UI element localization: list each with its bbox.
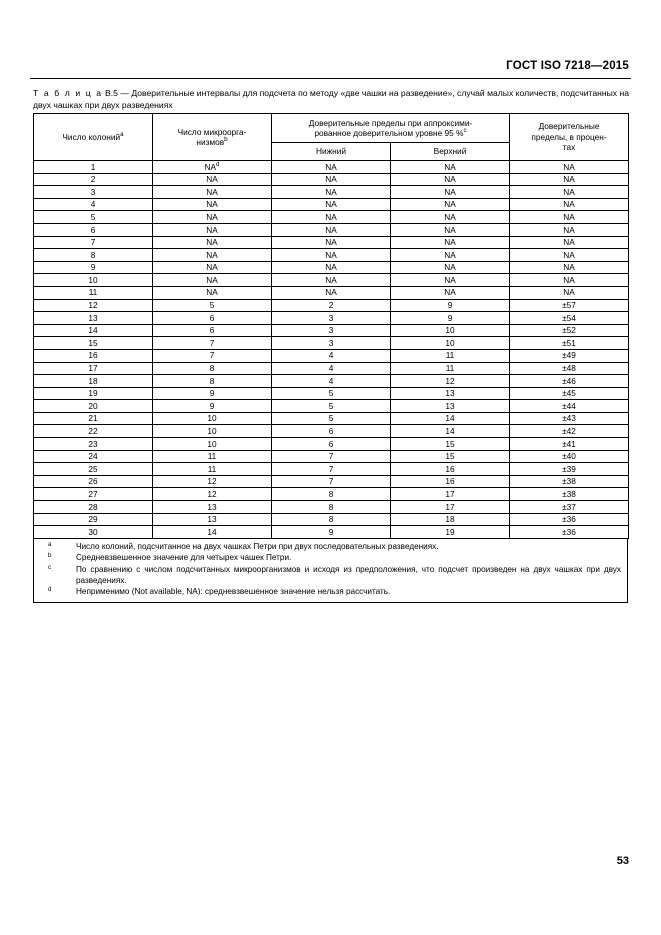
table-caption-text: Доверительные интервалы для подсчета по методу «две чашки на разведение», случай малых количеств, подсчитанных на двух чашках при двух разведениях xyxy=(33,88,630,110)
table-cell: ±51 xyxy=(510,337,629,350)
table-cell: 15 xyxy=(34,337,153,350)
table-cell: 10 xyxy=(153,425,272,438)
footnote-mark: b xyxy=(48,552,52,560)
table-cell: 13 xyxy=(153,501,272,514)
table-cell: 6 xyxy=(272,438,391,451)
table-row xyxy=(34,198,629,211)
table-cell: 11 xyxy=(153,463,272,476)
table-cell: NA xyxy=(272,223,391,236)
table-cell: ±36 xyxy=(510,513,629,526)
table-cell: 4 xyxy=(272,375,391,388)
table-cell: 24 xyxy=(34,450,153,463)
header-cell-upper: Верхний xyxy=(391,143,510,161)
table-cell: NA xyxy=(510,286,629,299)
table-row xyxy=(34,173,629,186)
table-cell: $NA^d$ xyxy=(153,161,272,174)
table-cell: NA xyxy=(391,236,510,249)
footnote xyxy=(40,541,621,552)
footnote-text: Средневзвешенное значение для четырех чашек Петри. xyxy=(76,553,292,563)
table-cell: NA xyxy=(391,161,510,174)
table-cell: 22 xyxy=(34,425,153,438)
table-cell: ±48 xyxy=(510,362,629,375)
table-cell: 6 xyxy=(153,324,272,337)
table-cell: ±41 xyxy=(510,438,629,451)
table-cell: 3 xyxy=(34,186,153,199)
table-cell: 15 xyxy=(391,450,510,463)
table-cell: 10 xyxy=(391,337,510,350)
table-cell: 8 xyxy=(272,513,391,526)
footnote-mark: c xyxy=(48,563,52,571)
header-cell-lower: Нижний xyxy=(272,143,391,161)
table-cell: NA xyxy=(153,223,272,236)
table-cell: ±52 xyxy=(510,324,629,337)
header-sup-b: b xyxy=(224,136,228,144)
table-row xyxy=(34,450,629,463)
table-cell: 12 xyxy=(34,299,153,312)
table-row xyxy=(34,463,629,476)
table-cell: 9 xyxy=(34,261,153,274)
table-cell: 30 xyxy=(34,526,153,539)
table-cell: NA xyxy=(272,274,391,287)
header-cell-percent-limits xyxy=(510,114,629,161)
table-cell: NA xyxy=(272,261,391,274)
table-row xyxy=(34,186,629,199)
footnote-text: По сравнению с числом подсчитанных микроорганизмов и исходя из предположения, что подсчет произведен на двух чашках при двух разведениях. xyxy=(76,564,621,586)
table-row xyxy=(34,425,629,438)
table-cell: ±57 xyxy=(510,299,629,312)
table-row xyxy=(34,337,629,350)
table-cell: 3 xyxy=(272,324,391,337)
table-caption-dash: — xyxy=(117,88,132,98)
table-cell: 20 xyxy=(34,400,153,413)
table-cell: ±54 xyxy=(510,312,629,325)
table-cell: NA xyxy=(510,198,629,211)
table-cell: ±40 xyxy=(510,450,629,463)
table-cell: 4 xyxy=(272,349,391,362)
table-cell: ±45 xyxy=(510,387,629,400)
table-cell: 11 xyxy=(391,349,510,362)
table-row xyxy=(34,412,629,425)
table-cell: 11 xyxy=(34,286,153,299)
table-row xyxy=(34,299,629,312)
table-cell: NA xyxy=(272,236,391,249)
table-row xyxy=(34,501,629,514)
table-caption-number: B.5 xyxy=(105,88,118,98)
table-row xyxy=(34,274,629,287)
table-cell: 10 xyxy=(391,324,510,337)
table-header-row-1 xyxy=(34,114,629,143)
table-cell: 9 xyxy=(153,400,272,413)
table-cell: 5 xyxy=(272,412,391,425)
table-cell: NA xyxy=(391,186,510,199)
table-row xyxy=(34,236,629,249)
table-cell: NA xyxy=(272,198,391,211)
table-row xyxy=(34,488,629,501)
table-cell: 2 xyxy=(272,299,391,312)
table-cell: NA xyxy=(272,286,391,299)
table-cell: NA xyxy=(153,274,272,287)
table-cell: 11 xyxy=(153,450,272,463)
table-cell: NA xyxy=(272,161,391,174)
table-row xyxy=(34,526,629,539)
table-cell: 10 xyxy=(153,438,272,451)
footnote-mark: a xyxy=(48,540,52,548)
table-cell: 29 xyxy=(34,513,153,526)
table-cell: 12 xyxy=(391,375,510,388)
table-cell: 2 xyxy=(34,173,153,186)
table-cell: 7 xyxy=(272,450,391,463)
table-cell: 16 xyxy=(391,463,510,476)
table-cell: 6 xyxy=(272,425,391,438)
table-cell: 8 xyxy=(34,249,153,262)
table-row xyxy=(34,513,629,526)
table-cell: 9 xyxy=(272,526,391,539)
table-cell: 18 xyxy=(391,513,510,526)
table-cell: ±42 xyxy=(510,425,629,438)
table-cell: NA xyxy=(153,186,272,199)
table-cell: 10 xyxy=(153,412,272,425)
table-cell: NA xyxy=(510,186,629,199)
table-cell: 7 xyxy=(153,337,272,350)
table-cell: NA xyxy=(391,198,510,211)
table-header xyxy=(34,114,629,161)
table-cell: ±49 xyxy=(510,349,629,362)
page-header xyxy=(0,60,661,72)
table-cell: NA xyxy=(510,236,629,249)
table-cell: 8 xyxy=(272,501,391,514)
table-cell: ±37 xyxy=(510,501,629,514)
table-cell: 9 xyxy=(391,299,510,312)
header-sup-a: a xyxy=(120,130,124,138)
table-cell: 6 xyxy=(153,312,272,325)
table-row xyxy=(34,349,629,362)
table-cell: 9 xyxy=(391,312,510,325)
table-row xyxy=(34,362,629,375)
table-cell: 16 xyxy=(391,475,510,488)
table-cell: NA xyxy=(510,161,629,174)
table-cell: 5 xyxy=(153,299,272,312)
table-cell: NA xyxy=(391,211,510,224)
table-cell: 5 xyxy=(272,387,391,400)
table-cell: 14 xyxy=(153,526,272,539)
table-row xyxy=(34,286,629,299)
header-cell-confidence-limits-group xyxy=(272,114,510,143)
table-cell: 17 xyxy=(391,488,510,501)
table-cell: 3 xyxy=(272,312,391,325)
table-cell: 10 xyxy=(34,274,153,287)
footnote-text: Неприменимо (Not available, NA): средневзвешенное значение нельзя рассчитать. xyxy=(76,587,391,597)
table-cell: NA xyxy=(153,261,272,274)
footnote-mark: d xyxy=(48,586,52,594)
table-cell: NA xyxy=(510,274,629,287)
header-text-microorganisms-2: низмов xyxy=(196,137,225,147)
table-cell: NA xyxy=(153,249,272,262)
table-caption-label: Т а б л и ц а xyxy=(33,88,103,98)
table-cell: 7 xyxy=(272,475,391,488)
table-cell: 6 xyxy=(34,223,153,236)
table-row xyxy=(34,438,629,451)
table-cell: NA xyxy=(272,249,391,262)
header-text-group-1: Доверительные пределы при аппроксими- xyxy=(308,117,473,128)
table-cell: 15 xyxy=(391,438,510,451)
table-cell: 8 xyxy=(153,375,272,388)
table-cell: 23 xyxy=(34,438,153,451)
page-number: 53 xyxy=(616,855,629,867)
table-cell: NA xyxy=(510,211,629,224)
table-cell: 19 xyxy=(34,387,153,400)
footnote-text: Число колоний, подсчитанное на двух чашках Петри при двух последовательных разведениях. xyxy=(76,541,439,551)
table-cell: 16 xyxy=(34,349,153,362)
table-cell: 21 xyxy=(34,412,153,425)
table-row xyxy=(34,375,629,388)
table-row xyxy=(34,400,629,413)
table-cell: NA xyxy=(391,173,510,186)
table-row xyxy=(34,324,629,337)
table-row xyxy=(34,249,629,262)
standard-title: ГОСТ ISO 7218—2015 xyxy=(506,60,629,72)
header-text-percent-2: пределы, в процен- xyxy=(531,131,607,142)
table-cell: NA xyxy=(391,249,510,262)
table-footnotes xyxy=(33,538,628,603)
header-text-percent-1: Доверительные xyxy=(538,121,600,132)
table-cell: 25 xyxy=(34,463,153,476)
table-cell: 7 xyxy=(34,236,153,249)
table-cell: 14 xyxy=(391,425,510,438)
table-cell: 11 xyxy=(391,362,510,375)
table-cell: ±39 xyxy=(510,463,629,476)
table-cell: 7 xyxy=(153,349,272,362)
table-cell: 19 xyxy=(391,526,510,539)
table-cell: 14 xyxy=(34,324,153,337)
table-cell: NA xyxy=(510,173,629,186)
table-row xyxy=(34,223,629,236)
table-cell: NA xyxy=(272,186,391,199)
table-cell: 3 xyxy=(272,337,391,350)
footnote-marker-d: d xyxy=(216,160,220,168)
header-text-percent-3: тах xyxy=(562,142,576,153)
header-text-colonies: Число колоний xyxy=(62,131,121,142)
table-cell: 17 xyxy=(391,501,510,514)
table-cell: ±36 xyxy=(510,526,629,539)
table-row xyxy=(34,211,629,224)
table-body xyxy=(34,161,629,539)
table-cell: NA xyxy=(153,286,272,299)
table-row xyxy=(34,261,629,274)
table-cell: NA xyxy=(153,236,272,249)
footnote xyxy=(40,586,621,597)
table-cell: 26 xyxy=(34,475,153,488)
header-divider xyxy=(30,78,631,79)
table-cell: NA xyxy=(510,249,629,262)
table-cell: 18 xyxy=(34,375,153,388)
table-cell: ±46 xyxy=(510,375,629,388)
table-cell: NA xyxy=(391,261,510,274)
table-cell: ±43 xyxy=(510,412,629,425)
table-row xyxy=(34,387,629,400)
table-cell: ±38 xyxy=(510,475,629,488)
table-cell: NA xyxy=(153,211,272,224)
table-cell: NA xyxy=(510,223,629,236)
footnote xyxy=(40,552,621,563)
table-cell: 1 xyxy=(34,161,153,174)
header-cell-colonies xyxy=(34,114,153,161)
table-cell: NA xyxy=(153,173,272,186)
table-cell: NA xyxy=(272,173,391,186)
table-cell: 8 xyxy=(153,362,272,375)
table-row xyxy=(34,161,629,174)
table-cell: 13 xyxy=(153,513,272,526)
confidence-interval-table xyxy=(33,113,629,539)
table-cell: 5 xyxy=(272,400,391,413)
table-cell: 27 xyxy=(34,488,153,501)
table-cell: NA xyxy=(510,261,629,274)
table-row xyxy=(34,475,629,488)
table-cell: NA xyxy=(391,274,510,287)
table-cell: 13 xyxy=(34,312,153,325)
table-cell: 7 xyxy=(272,463,391,476)
table-row xyxy=(34,312,629,325)
table-cell: 17 xyxy=(34,362,153,375)
table-cell: 8 xyxy=(272,488,391,501)
table-cell: 4 xyxy=(272,362,391,375)
table-cell: 12 xyxy=(153,488,272,501)
table-cell: 13 xyxy=(391,400,510,413)
table-cell: 4 xyxy=(34,198,153,211)
header-text-microorganisms-1: Число микроорга- xyxy=(177,126,247,137)
table-cell: NA xyxy=(391,286,510,299)
table-cell: 12 xyxy=(153,475,272,488)
table-cell: ±44 xyxy=(510,400,629,413)
table-cell: 13 xyxy=(391,387,510,400)
table-cell: 28 xyxy=(34,501,153,514)
footnote xyxy=(40,564,621,587)
table-caption xyxy=(33,88,629,111)
header-text-group-2: рованное доверительном уровне 95 % xyxy=(314,128,464,139)
header-sup-c: c xyxy=(463,127,467,135)
table-cell: NA xyxy=(272,211,391,224)
table-cell: NA xyxy=(153,198,272,211)
table-cell: 14 xyxy=(391,412,510,425)
table-cell: 5 xyxy=(34,211,153,224)
table-cell: ±38 xyxy=(510,488,629,501)
table-cell: 9 xyxy=(153,387,272,400)
header-cell-microorganisms xyxy=(153,114,272,161)
table-cell: NA xyxy=(391,223,510,236)
